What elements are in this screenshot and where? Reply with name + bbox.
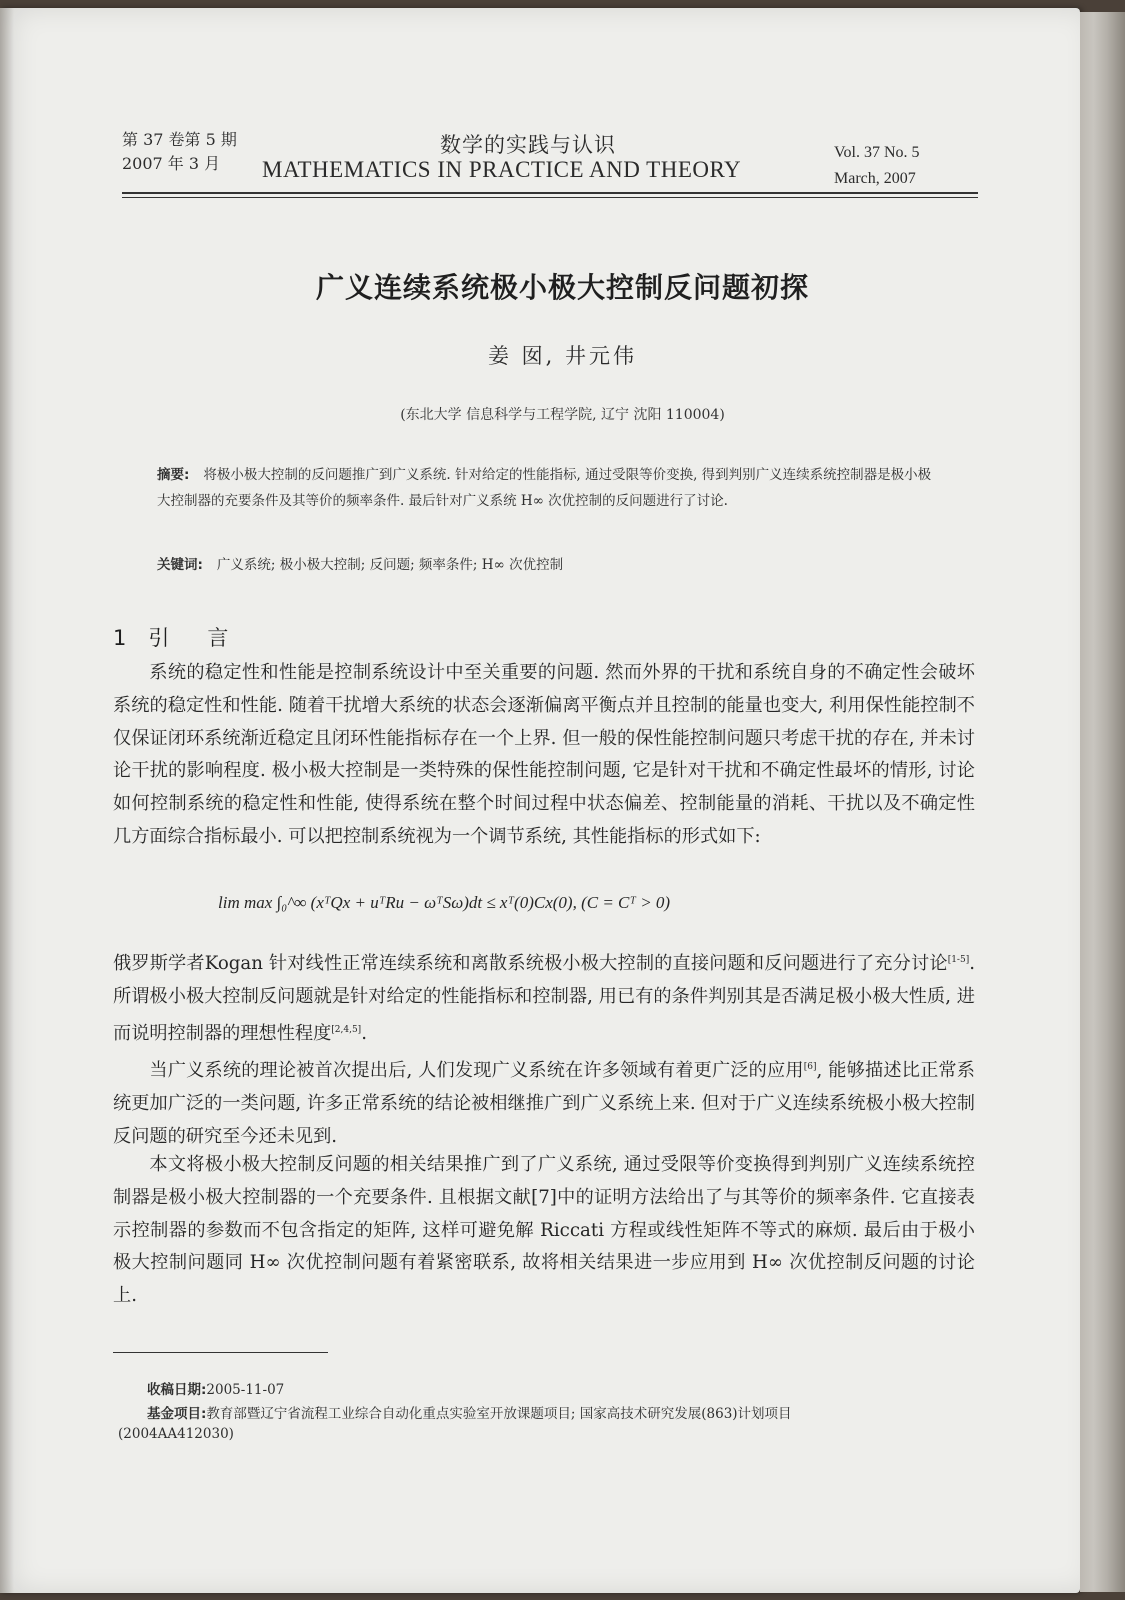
issue-cn-line2: 2007 年 3 月 [122, 154, 221, 173]
body-paragraph-4: 本文将极小极大控制反问题的相关结果推广到了广义系统, 通过受限等价变换得到判别广义连续系统控制器是极小极大控制器的一个充要条件. 且根据文献[7]中的证明方法给出了与其等价的频率条件. 它直接表示控制器的参数而不包含指定的矩阵, 这样可避免解 Riccati 方程或线性矩阵不等式的麻烦. 最后由于极小极大控制问题同 H∞ 次优控制问题有着紧密联系, 故将相关结果进一步应用到 H∞ 次优控制反问题的讨论上. [113, 1154, 975, 1307]
p2-text-b: . 所谓极小极大控制反问题就是针对给定的性能指标和控制器, 用已有的条件判别其是否满足极小极大性质, 进而说明控制器的理想性程度 [113, 953, 975, 1044]
abstract-text: 将极小极大控制的反问题推广到广义系统. 针对给定的性能指标, 通过受限等价变换, 得到判别广义连续系统控制器是极小极大控制器的充要条件及其等价的频率条件. 最后针对广义系统 H∞ 次优控制的反问题进行了讨论. [157, 467, 932, 509]
section-heading [113, 622, 266, 652]
header-rule-thin [122, 197, 978, 198]
section-number: 1 [113, 626, 127, 650]
received-date [147, 1378, 977, 1402]
volume-line2: March, 2007 [834, 170, 916, 187]
issue-cn-line1: 第 37 卷第 5 期 [122, 130, 237, 149]
body-paragraph-1: 系统的稳定性和性能是控制系统设计中至关重要的问题. 然而外界的干扰和系统自身的不确定性会破坏系统的稳定性和性能. 随着干扰增大系统的状态会逐渐偏离平衡点并且控制的能量也变大, 利用保性能控制不仅保证闭环系统渐近稳定且闭环性能指标存在一个上界. 但一般的保性能控制问题只考虑干扰的存在, 并未讨论干扰的影响程度. 极小极大控制是一类特殊的保性能控制问题, 它是针对干扰和不确定性最坏的情形, 讨论如何控制系统的稳定性和性能, 使得系统在整个时间过程中状态偏差、控制能量的消耗、干扰以及不确定性几方面综合指标最小. 可以把控制系统视为一个调节系统, 其性能指标的形式如下: [113, 662, 975, 847]
body-paragraph-2 [113, 944, 975, 1051]
abstract [157, 462, 937, 514]
header-rule-thick [122, 192, 978, 194]
p3-text-b: , 能够描述比正常系统更加广泛的一类问题, 许多正常系统的结论被相继推广到广义系统上来. 但对于广义连续系统极小极大控制反问题的研究至今还未见到. [113, 1060, 975, 1147]
footnotes [147, 1378, 977, 1426]
issue-cn [122, 128, 237, 176]
received-value: 2005-11-07 [206, 1382, 285, 1398]
performance-index-formula: lim max ∫₀^∞ (xᵀQx + uᵀRu − ωᵀSω)dt ≤ xᵀ(0)Cx(0), (C = Cᵀ > 0) [218, 893, 671, 912]
body-paragraph-3 [113, 1051, 975, 1153]
keywords [157, 553, 937, 573]
volume-line1: Vol. 37 No. 5 [834, 144, 920, 161]
keywords-text: 广义系统; 极小极大控制; 反问题; 频率条件; H∞ 次优控制 [216, 557, 564, 573]
fund-info [147, 1402, 977, 1426]
abstract-label: 摘要: [157, 467, 190, 483]
citation: [2,4,5] [331, 1024, 362, 1035]
p3-text-a: 当广义系统的理论被首次提出后, 人们发现广义系统在许多领域有着更广泛的应用 [149, 1060, 804, 1082]
paper-affiliation: (东北大学 信息科学与工程学院, 辽宁 沈阳 110004) [400, 407, 725, 423]
paper-authors: 姜 囡, 井元伟 [487, 344, 638, 368]
fund-label: 基金项目: [147, 1406, 207, 1422]
p2-text-c: . [361, 1022, 367, 1044]
section-title: 引言 [148, 626, 267, 650]
fund-number: (2004AA412030) [118, 1426, 234, 1442]
received-label: 收稿日期: [147, 1382, 207, 1398]
page-stack-edge [1080, 12, 1125, 1592]
citation: [1-5] [947, 955, 970, 965]
book-spine-shadow [0, 8, 14, 1593]
p2-text-a: 俄罗斯学者Kogan 针对线性正常连续系统和离散系统极小极大控制的直接问题和反问题进行了充分讨论 [113, 953, 948, 975]
keywords-label: 关键词: [157, 557, 203, 573]
journal-title-cn: 数学的实践与认识 [440, 133, 616, 157]
footnote-rule [113, 1352, 328, 1353]
paper-title: 广义连续系统极小极大控制反问题初探 [315, 271, 809, 304]
fund-value: 教育部暨辽宁省流程工业综合自动化重点实验室开放课题项目; 国家高技术研究发展(863)计划项目 [206, 1406, 792, 1422]
volume-info [834, 140, 920, 192]
citation: [6] [803, 1062, 817, 1072]
journal-title-en: MATHEMATICS IN PRACTICE AND THEORY [262, 157, 742, 182]
